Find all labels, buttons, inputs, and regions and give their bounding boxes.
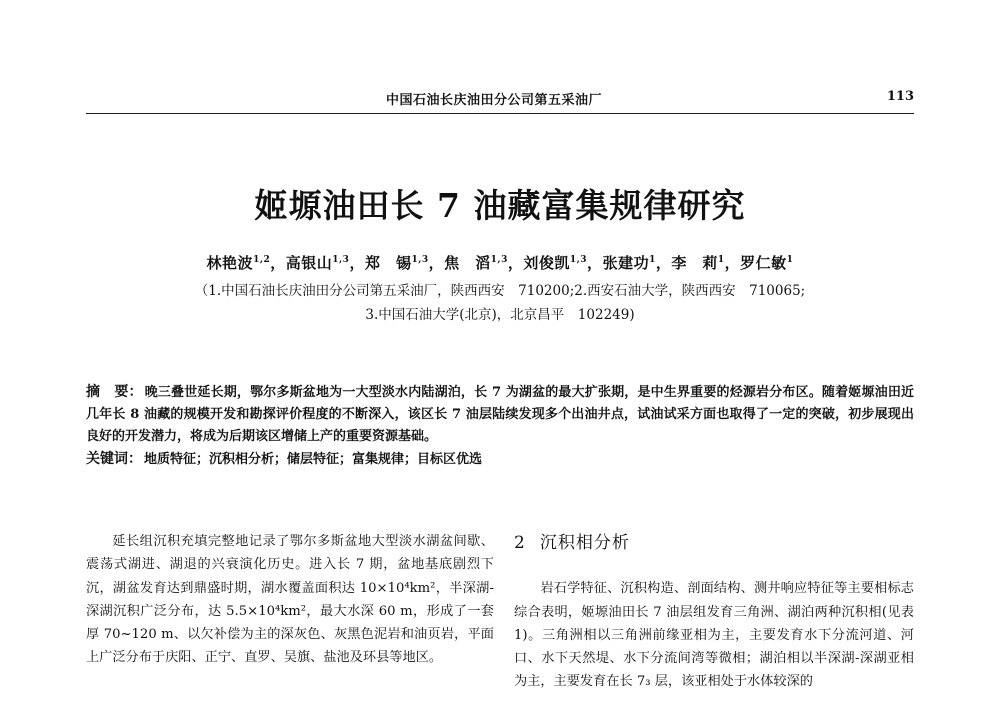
author-name: 李 莉 [671,254,718,272]
author-name: 张建功 [602,254,650,272]
author-name: 高银山 [285,254,333,272]
author-affiliation-mark: 1,3 [569,255,588,265]
running-header [86,89,914,114]
author-name: 郑 锡 [364,254,412,272]
keywords-label: 关键词： [86,451,142,467]
author-affiliation-mark: 1 [717,255,725,265]
author [603,254,656,272]
author-list: 林艳波$^{1,2}$，高银山$^{1,3}$，郑 锡$^{1,3}$，焦 滔$^{1,3}$，刘俊凯$^{1,3}$，张建功$^1$，李 莉$^1$，罗仁敏$^1$ [206,254,794,272]
abstract-block [86,381,914,471]
abstract-label: 摘 要： [86,384,143,400]
paper-title: 姬塬油田长 7 油藏富集规律研究 [254,186,746,225]
section-heading [514,532,914,555]
section-title: 沉积相分析 [539,533,630,553]
author-affiliation-mark: 1,3 [411,255,429,265]
body-paragraph: 岩石学特征、沉积构造、剖面结构、测井响应特征等主要相标志综合表明，姬塬油田长 7 油层组发育三角洲、湖泊两种沉积相(见表 1)。三角洲相以三角洲前缘亚相为主，主要发育水下分流河道、河口、水下天然堤、水下分流间湾等微相；湖泊相以半深湖-深湖亚相为主，主要发育在长 7₃ 层，该亚相处于水体较深的 [514,581,914,690]
author-name: 刘俊凯 [523,254,570,272]
author [523,254,587,272]
keywords-text: 地质特征；沉积相分析；储层特征；富集规律；目标区优选 [144,452,483,467]
author [207,254,271,272]
author-affiliation-mark: 1 [786,255,794,265]
body-paragraph: 延长组沉积充填完整地记录了鄂尔多斯盆地大型淡水湖盆间歇、震荡式湖进、湖退的兴衰演化历史。进入长 7 期，盆地基底剧烈下沉，湖盆发育达到鼎盛时期，湖水覆盖面积达 10×10⁴km²，半深湖-深湖沉积广泛分布，达 5.5×10⁴km²，最大水深 60 m，形成了一套厚 70~120 m、以欠补偿为主的深灰色、灰黑色泥岩和油页岩，平面上广泛分布于庆阳、正宁、直罗、吴旗、盐池及环县等地区。 [86,534,494,666]
author-affiliation-mark: 1,3 [332,255,350,265]
author [671,254,724,272]
author [365,254,429,272]
keywords [86,448,914,471]
author [444,254,508,272]
author-name: 焦 滔 [444,254,491,272]
affiliation-line-1: （1.中国石油长庆油田分公司第五采油厂，陕西西安 710200;2.西安石油大学，陕西西安 710065; [194,283,806,299]
section-number: 2 [514,533,526,553]
author [286,254,350,272]
author-affiliation-mark: 1,3 [490,255,508,265]
page-number: 113 [886,89,914,104]
author [740,254,793,272]
author-affiliation-mark: 1,2 [253,255,271,265]
abstract [86,381,914,448]
body-column-left [86,530,494,670]
abstract-text: 晚三叠世延长期，鄂尔多斯盆地为一大型淡水内陆湖泊，长 7 为湖盆的最大扩张期，是中生界重要的烃源岩分布区。随着姬塬油田近几年长 8 油藏的规模开发和勘探评价程度的不断深入，该区长 7 油层陆续发现多个出油井点，试油试采方面也取得了一定的突破，初步展现出良好的开发潜力，将成为后期该区增储上产的重要资源基础。 [86,385,914,444]
author-name: 罗仁敏 [740,254,787,272]
author-name: 林艳波 [206,254,254,272]
body-column-right [514,530,914,694]
author-affiliation-mark: 1 [649,255,656,265]
journal-name: 中国石油长庆油田分公司第五采油厂 [386,93,603,108]
affiliation-line-2: 3.中国石油大学(北京)，北京昌平 102249) [365,307,635,323]
